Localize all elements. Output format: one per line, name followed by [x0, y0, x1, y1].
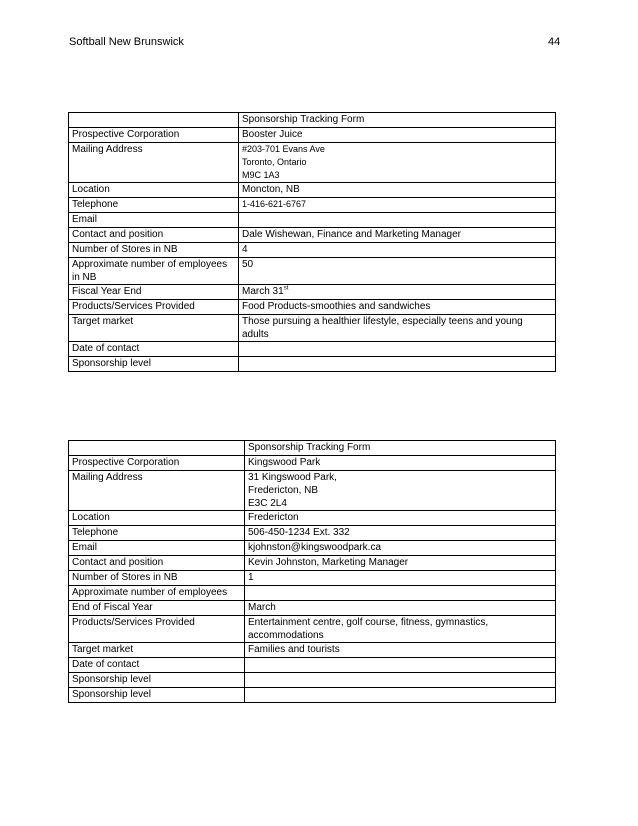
table-row — [69, 342, 556, 357]
row-value — [245, 658, 556, 673]
row-value — [245, 688, 556, 703]
row-value — [239, 213, 556, 228]
row-value — [239, 285, 556, 300]
table-row — [69, 471, 556, 511]
form-title-spacer — [69, 113, 239, 128]
row-value: Moncton, NB — [239, 183, 556, 198]
row-label: Email — [69, 541, 245, 556]
row-value: Booster Juice — [239, 128, 556, 143]
row-value: March — [245, 601, 556, 616]
row-value: 1 — [245, 571, 556, 586]
row-label: Approximate number of employees — [69, 586, 245, 601]
table-row — [69, 601, 556, 616]
table-row — [69, 315, 556, 342]
row-label: Sponsorship level — [69, 688, 245, 703]
mailing-address — [239, 143, 556, 183]
ordinal-suffix: st — [283, 285, 289, 292]
table-row — [69, 541, 556, 556]
sponsorship-form-kingswood-park — [68, 440, 556, 703]
table-row — [69, 183, 556, 198]
table-row — [69, 571, 556, 586]
row-label: Location — [69, 183, 239, 198]
form-title-spacer — [69, 441, 245, 456]
row-value: Dale Wishewan, Finance and Marketing Manager — [239, 228, 556, 243]
row-value: Food Products-smoothies and sandwiches — [239, 300, 556, 315]
table-row — [69, 688, 556, 703]
row-label: Prospective Corporation — [69, 128, 239, 143]
table-row — [69, 556, 556, 571]
form-title: Sponsorship Tracking Form — [239, 113, 556, 128]
row-value: 4 — [239, 243, 556, 258]
row-label: Location — [69, 511, 245, 526]
table-row — [69, 673, 556, 688]
address-line: Fredericton, NB — [248, 485, 319, 496]
table-row — [69, 616, 556, 643]
row-label: End of Fiscal Year — [69, 601, 245, 616]
running-header-title: Softball New Brunswick — [69, 36, 184, 48]
row-label: Sponsorship level — [69, 357, 239, 372]
table-row — [69, 285, 556, 300]
row-value: 1-416-621-6767 — [239, 198, 556, 213]
fiscal-date: March 31 — [242, 286, 284, 297]
row-label: Telephone — [69, 198, 239, 213]
row-value: Families and tourists — [245, 643, 556, 658]
row-value: Fredericton — [245, 511, 556, 526]
row-value: 506-450-1234 Ext. 332 — [245, 526, 556, 541]
table-row — [69, 658, 556, 673]
table-row — [69, 357, 556, 372]
table-row — [69, 143, 556, 183]
table-row — [69, 198, 556, 213]
row-label: Number of Stores in NB — [69, 571, 245, 586]
address-line: #203-701 Evans Ave — [242, 144, 325, 154]
row-value — [245, 586, 556, 601]
table-row — [69, 258, 556, 285]
row-label: Sponsorship level — [69, 673, 245, 688]
table-row — [69, 511, 556, 526]
row-label: Number of Stores in NB — [69, 243, 239, 258]
row-value — [239, 357, 556, 372]
row-label: Fiscal Year End — [69, 285, 239, 300]
row-label: Mailing Address — [69, 471, 245, 511]
table-row — [69, 586, 556, 601]
table-row — [69, 643, 556, 658]
row-label: Approximate number of employees in NB — [69, 258, 239, 285]
address-line: M9C 1A3 — [242, 170, 280, 180]
row-label: Email — [69, 213, 239, 228]
table-row — [69, 213, 556, 228]
row-value: Kingswood Park — [245, 456, 556, 471]
mailing-address — [245, 471, 556, 511]
row-label: Date of contact — [69, 342, 239, 357]
row-value: Kevin Johnston, Marketing Manager — [245, 556, 556, 571]
table-row — [69, 128, 556, 143]
row-label: Target market — [69, 315, 239, 342]
address-line: E3C 2L4 — [248, 498, 287, 509]
row-label: Mailing Address — [69, 143, 239, 183]
row-value: 50 — [239, 258, 556, 285]
row-value: Entertainment centre, golf course, fitness, gymnastics, accommodations — [245, 616, 556, 643]
row-value — [239, 342, 556, 357]
row-label: Target market — [69, 643, 245, 658]
form-title: Sponsorship Tracking Form — [245, 441, 556, 456]
row-label: Contact and position — [69, 228, 239, 243]
table-row — [69, 456, 556, 471]
row-label: Contact and position — [69, 556, 245, 571]
page-number: 44 — [548, 36, 561, 48]
table-row — [69, 526, 556, 541]
row-label: Products/Services Provided — [69, 300, 239, 315]
address-line: Toronto, Ontario — [242, 157, 307, 167]
table-row — [69, 243, 556, 258]
sponsorship-form-booster-juice — [68, 112, 556, 372]
table-row — [69, 228, 556, 243]
row-value: Those pursuing a healthier lifestyle, especially teens and young adults — [239, 315, 556, 342]
row-label: Date of contact — [69, 658, 245, 673]
row-label: Telephone — [69, 526, 245, 541]
row-value — [245, 673, 556, 688]
table-row — [69, 300, 556, 315]
row-value: kjohnston@kingswoodpark.ca — [245, 541, 556, 556]
row-label: Prospective Corporation — [69, 456, 245, 471]
address-line: 31 Kingswood Park, — [248, 472, 337, 483]
row-label: Products/Services Provided — [69, 616, 245, 643]
